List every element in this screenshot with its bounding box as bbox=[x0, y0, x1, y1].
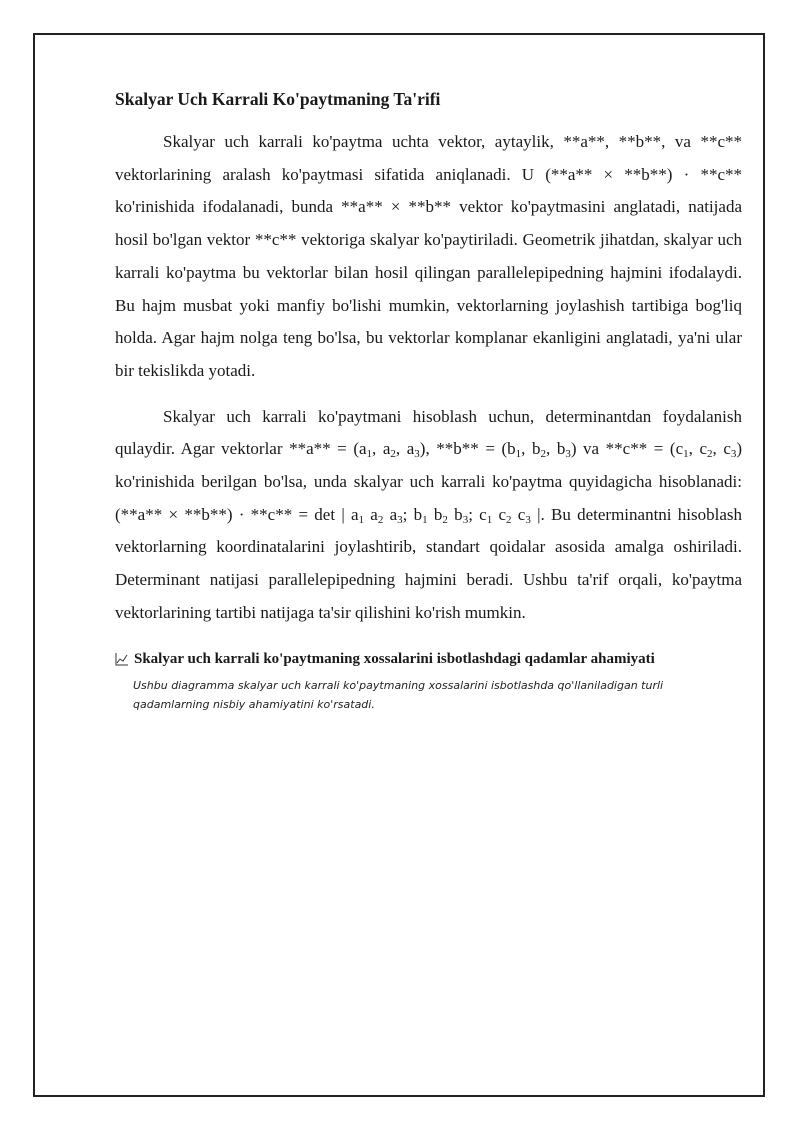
figure-title-text: Skalyar uch karrali ko'paytmaning xossalarini isbotlashdagi qadamlar ahamiyati bbox=[134, 650, 655, 667]
paragraph-definition: Skalyar uch karrali ko'paytma uchta vektor, aytaylik, **a**, **b**, va **c** vektorlarining aralash ko'paytmasi sifatida aniqlanadi. U (**a** × **b**) · **c** ko'rinishida ifodalanadi, bunda **a** × **b** vektor ko'paytmasini anglatadi, natijada hosil bo'lgan vektor **c** vektoriga skalyar ko'paytiriladi. Geometrik jihatdan, skalyar uch karrali ko'paytma bu vektorlar bilan hosil qilingan parallelepipedning hajmini ifodalaydi. Bu hajm musbat yoki manfiy bo'lishi mumkin, vektorlarning joylashish tartibiga bog'liq holda. Agar hajm nolga teng bo'lsa, bu vektorlar komplanar ekanligini anglatadi, ya'ni ular bir tekislikda yotadi. bbox=[115, 132, 742, 380]
section-heading: Skalyar Uch Karrali Ko'paytmaning Ta'rifi bbox=[115, 89, 441, 109]
document-body bbox=[115, 86, 742, 714]
line-chart-icon bbox=[115, 652, 129, 666]
figure-caption: Ushbu diagramma skalyar uch karrali ko'paytmaning xossalarini isbotlashda qo'llaniladigan turli qadamlarning nisbiy ahamiyatini ko'rsatadi. bbox=[133, 678, 664, 711]
paragraph-determinant: Skalyar uch karrali ko'paytmani hisoblash uchun, determinantdan foydalanish qulaydir. Agar vektorlar $**a** = (a_1$, $a_2$, $a_3$), $**b** = (b_1$, $b_2$, $b_3$) va $**c** = (c_1$, $c_2$, $c_3$) ko'rinishida berilgan bo'lsa, unda skalyar uch karrali ko'paytma quyidagicha hisoblanadi: (**a** × **b**) · **c** = det | $a_1$ $a_2$ $a_3$; $b_1$ $b_2$ $b_3$; $c_1$ $c_2$ $c_3$ |. Bu determinantni hisoblash vektorlarning koordinatalarini joylashtirib, standart qoidalar asosida amalga oshiriladi. Determinant natijasi parallelepipedning hajmini beradi. Ushbu ta'rif orqali, ko'paytma vektorlarining tartibi natijaga ta'sir qilishini ko'rish mumkin. bbox=[115, 406, 743, 622]
figure-title bbox=[115, 648, 742, 670]
